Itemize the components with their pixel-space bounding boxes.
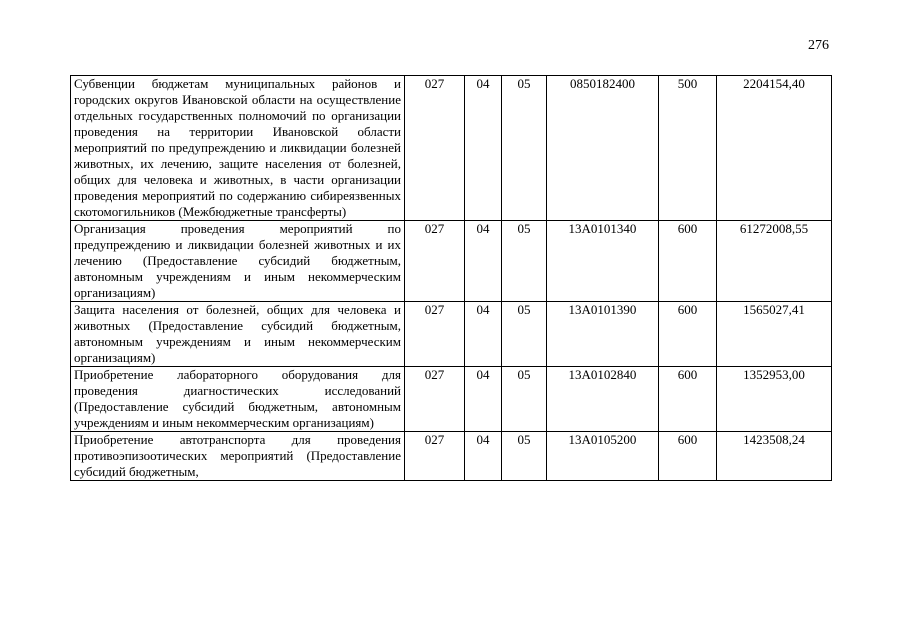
target-article-code: 0850182400 xyxy=(547,76,659,221)
row-description: Субвенции бюджетам муниципальных районов и городских округов Ивановской области на осуществление отдельных государственных полномочий по организации проведения на территории Ивановской области мероприятий по предупреждению и ликвидации болезней животных, их лечению, защите населения от болезней, общих для человека и животных, в части организации проведения мероприятий по содержанию сибиреязвенных скотомогильников (Межбюджетные трансферты) xyxy=(71,76,405,221)
ministry-code: 027 xyxy=(405,302,465,367)
subsection-code: 05 xyxy=(502,432,547,481)
target-article-code: 13А0101390 xyxy=(547,302,659,367)
section-code: 04 xyxy=(465,367,502,432)
subsection-code: 05 xyxy=(502,302,547,367)
table-row xyxy=(71,302,832,367)
row-description: Организация проведения мероприятий по предупреждению и ликвидации болезней животных и их лечению (Предоставление субсидий бюджетным, автономным учреждениям и иным некоммерческим организациям) xyxy=(71,221,405,302)
subsection-code: 05 xyxy=(502,221,547,302)
ministry-code: 027 xyxy=(405,221,465,302)
expense-type-code: 600 xyxy=(659,221,717,302)
amount: 1423508,24 xyxy=(717,432,832,481)
amount: 1565027,41 xyxy=(717,302,832,367)
target-article-code: 13А0105200 xyxy=(547,432,659,481)
table-row xyxy=(71,221,832,302)
ministry-code: 027 xyxy=(405,76,465,221)
expense-type-code: 600 xyxy=(659,302,717,367)
row-description: Защита населения от болезней, общих для человека и животных (Предоставление субсидий бюджетным, автономным учреждениям и иным некоммерческим организациям) xyxy=(71,302,405,367)
ministry-code: 027 xyxy=(405,367,465,432)
section-code: 04 xyxy=(465,76,502,221)
target-article-code: 13А0101340 xyxy=(547,221,659,302)
section-code: 04 xyxy=(465,432,502,481)
amount: 1352953,00 xyxy=(717,367,832,432)
expense-type-code: 600 xyxy=(659,432,717,481)
subsection-code: 05 xyxy=(502,367,547,432)
expense-type-code: 600 xyxy=(659,367,717,432)
row-description: Приобретение лабораторного оборудования для проведения диагностических исследований (Предоставление субсидий бюджетным, автономным учреждениям и иным некоммерческим организациям) xyxy=(71,367,405,432)
ministry-code: 027 xyxy=(405,432,465,481)
expense-type-code: 500 xyxy=(659,76,717,221)
budget-table xyxy=(70,75,832,481)
amount: 61272008,55 xyxy=(717,221,832,302)
section-code: 04 xyxy=(465,302,502,367)
table-row xyxy=(71,367,832,432)
page-number: 276 xyxy=(808,38,829,53)
subsection-code: 05 xyxy=(502,76,547,221)
amount: 2204154,40 xyxy=(717,76,832,221)
target-article-code: 13А0102840 xyxy=(547,367,659,432)
table-row xyxy=(71,432,832,481)
row-description: Приобретение автотранспорта для проведения противоэпизоотических мероприятий (Предоставление субсидий бюджетным, xyxy=(71,432,405,481)
table-row xyxy=(71,76,832,221)
section-code: 04 xyxy=(465,221,502,302)
